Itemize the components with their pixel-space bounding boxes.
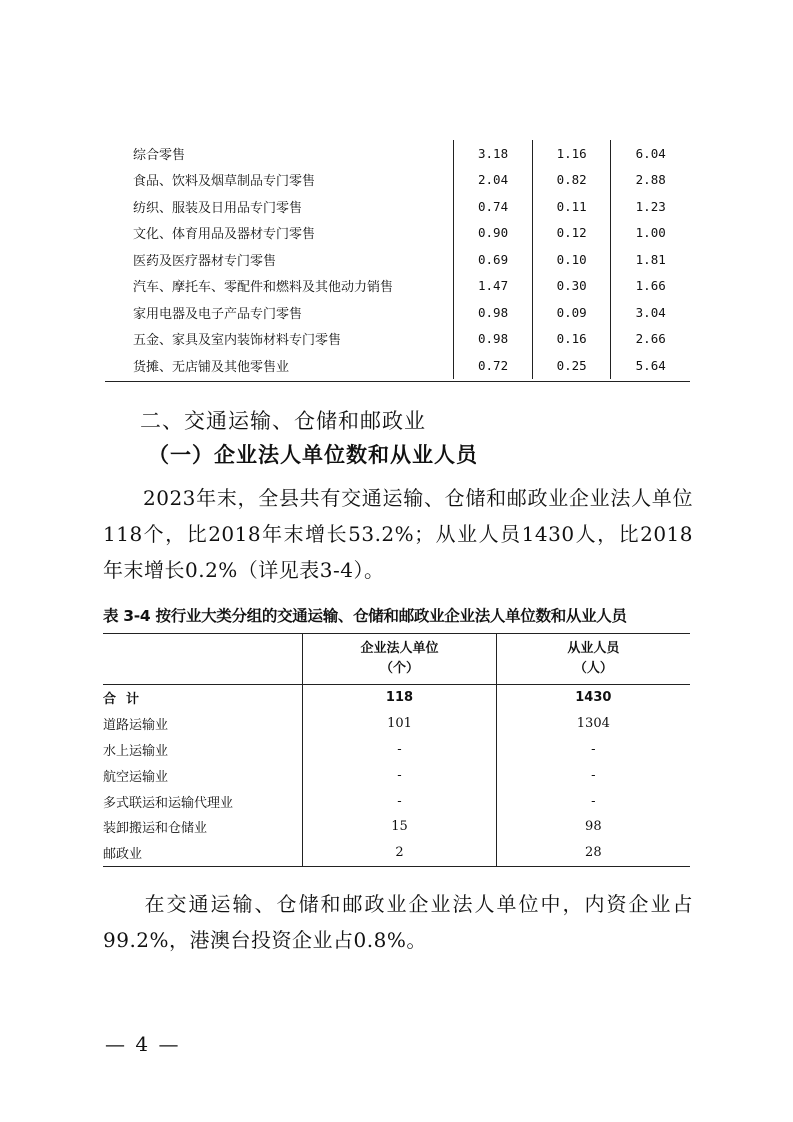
table-row [103, 711, 690, 737]
cell: 0.98 [453, 326, 532, 353]
table-caption: 表 3-4 按行业大类分组的交通运输、仓储和邮政业企业法人单位数和从业人员 [103, 607, 627, 625]
header-units-unit: （个） [379, 661, 419, 676]
cell: 15 [302, 814, 495, 840]
row-label: 纺织、服装及日用品专门零售 [133, 200, 303, 216]
cell: 0.10 [532, 246, 611, 273]
table-row [103, 840, 690, 866]
cell: - [302, 762, 495, 788]
body-paragraph [103, 480, 693, 588]
cell: 1.47 [453, 273, 532, 300]
table-row [105, 220, 690, 247]
cell: 2 [302, 840, 495, 866]
row-label: 食品、饮料及烟草制品专门零售 [133, 174, 316, 190]
row-label: 邮政业 [103, 847, 143, 863]
row-label: 汽车、摩托车、零配件和燃料及其他动力销售 [133, 280, 394, 296]
table-row [105, 246, 690, 273]
cell: 0.16 [532, 326, 611, 353]
paragraph-text: 2023年末，全县共有交通运输、仓储和邮政业企业法人单位118个，比2018年末增长53.2%；从业人员1430人，比2018年末增长0.2%（详见表3-4）。 [103, 486, 693, 582]
row-label: 道路运输业 [103, 718, 169, 734]
table-bottom-rule [105, 381, 690, 382]
paragraph-text: 在交通运输、仓储和邮政业企业法人单位中，内资企业占99.2%，港澳台投资企业占0.8%。 [103, 892, 693, 952]
header-employees [496, 634, 690, 684]
cell: 2.66 [610, 326, 690, 353]
cell: 1.23 [610, 193, 690, 220]
cell: 0.11 [532, 193, 611, 220]
cell: 1.66 [610, 273, 690, 300]
total-row [103, 685, 690, 711]
table-row [105, 273, 690, 300]
row-label: 家用电器及电子产品专门零售 [133, 306, 303, 322]
cell: 118 [302, 685, 495, 711]
cell: 1.16 [532, 140, 611, 167]
header-employees-unit: （人） [573, 661, 613, 676]
row-label: 合计 [103, 692, 150, 708]
header-units-label: 企业法人单位 [360, 641, 439, 656]
cell: - [496, 762, 690, 788]
cell: 2.88 [610, 167, 690, 194]
cell: 0.72 [453, 352, 532, 379]
table-row [105, 326, 690, 353]
cell: 6.04 [610, 140, 690, 167]
cell: 28 [496, 840, 690, 866]
table-row [105, 352, 690, 379]
table-row [103, 788, 690, 814]
cell: 1.81 [610, 246, 690, 273]
cell: 98 [496, 814, 690, 840]
cell: - [496, 788, 690, 814]
cell: - [302, 788, 495, 814]
cell: 3.18 [453, 140, 532, 167]
row-label: 医药及医疗器材专门零售 [133, 253, 277, 269]
table-row [103, 762, 690, 788]
page-number: — 4 — [105, 1032, 181, 1056]
cell: 0.25 [532, 352, 611, 379]
table-header [103, 634, 690, 685]
cell: - [302, 737, 495, 763]
table-row [105, 140, 690, 167]
cell: 5.64 [610, 352, 690, 379]
row-label: 五金、家具及室内装饰材料专门零售 [133, 333, 342, 349]
table-row [105, 167, 690, 194]
table-row [105, 299, 690, 326]
row-label: 货摊、无店铺及其他零售业 [133, 359, 290, 375]
cell: 101 [302, 711, 495, 737]
sub-heading: （一）企业法人单位数和从业人员 [148, 442, 478, 467]
transport-table [103, 633, 690, 867]
header-blank [103, 634, 302, 684]
row-label: 装卸搬运和仓储业 [103, 821, 208, 837]
cell: 1430 [496, 685, 690, 711]
cell: 0.09 [532, 299, 611, 326]
row-label: 综合零售 [133, 147, 186, 163]
cell: 0.90 [453, 220, 532, 247]
cell: 0.98 [453, 299, 532, 326]
cell: - [496, 737, 690, 763]
table-row [105, 193, 690, 220]
cell: 1.00 [610, 220, 690, 247]
section-heading: 二、交通运输、仓储和邮政业 [140, 409, 426, 433]
cell: 3.04 [610, 299, 690, 326]
body-paragraph [103, 886, 693, 958]
row-label: 航空运输业 [103, 769, 169, 785]
cell: 0.30 [532, 273, 611, 300]
cell: 2.04 [453, 167, 532, 194]
row-label: 水上运输业 [103, 743, 169, 759]
cell: 0.12 [532, 220, 611, 247]
cell: 0.69 [453, 246, 532, 273]
row-label: 文化、体育用品及器材专门零售 [133, 227, 316, 243]
header-employees-label: 从业人员 [567, 641, 620, 656]
header-units [302, 634, 495, 684]
cell: 0.74 [453, 193, 532, 220]
table-row [103, 737, 690, 763]
retail-table [105, 140, 690, 379]
cell: 0.82 [532, 167, 611, 194]
row-label: 多式联运和运输代理业 [103, 795, 234, 811]
table-row [103, 814, 690, 840]
cell: 1304 [496, 711, 690, 737]
